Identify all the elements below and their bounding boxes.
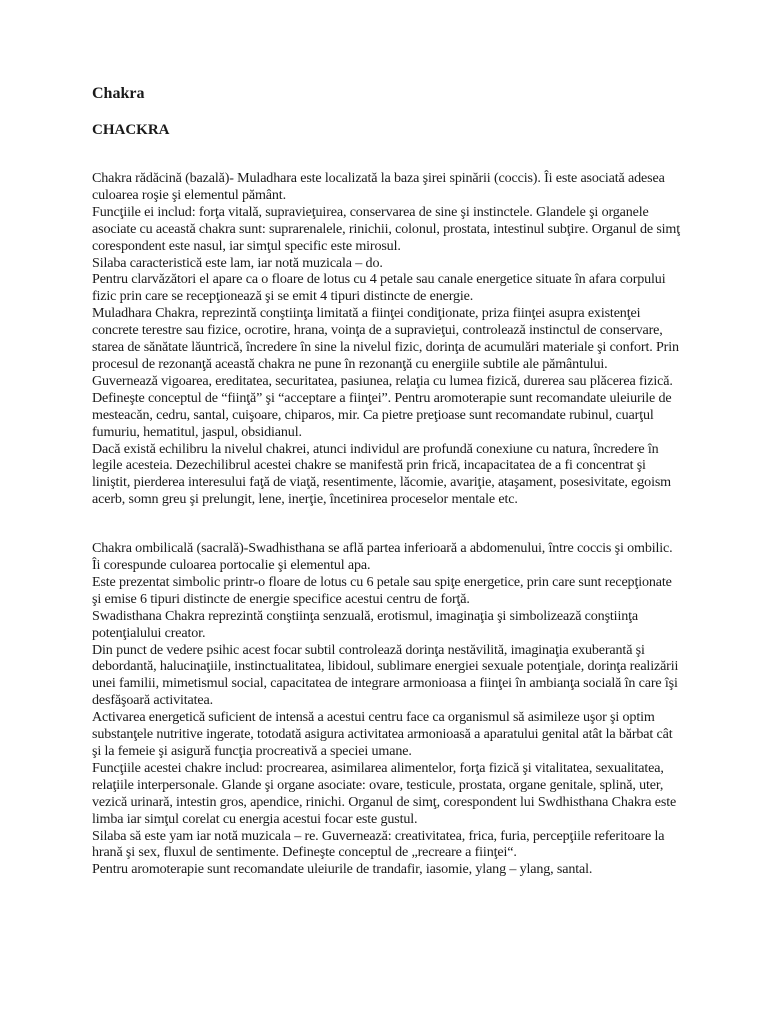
- paragraph: Funcţiile acestei chakre includ: procrearea, asimilarea alimentelor, forţa fizică şi vitalitatea, sexualitatea, relaţiile interpersonale. Glande şi organe asociate: ovare, testicule, prostata, organe genitale, splină, uter, vezică urinară, intestin gros, apendice, rinichi. Organul de simţ, corespondent lui Swdhisthana Chakra este limba iar simţul corelat cu energia acestui focar este gustul.: [92, 759, 677, 827]
- paragraph: Pentru clarvăzători el apare ca o floare de lotus cu 4 petale sau canale energetice situate în afara corpului fizic prin care se recepţionează şi se emit 4 tipuri distincte de energie.: [92, 271, 666, 305]
- paragraph: Muladhara Chakra, reprezintă conştiinţa limitată a fiinţei condiţionate, priza fiinţei asupra existenţei concrete terestre sau fizice, ocrotire, hrana, voinţa de a supravieţui, controlează instinctul de conservare, starea de sănătate lăuntrică, încredere în sine la nivelul fizic, dorinţa de acumulări materiale şi confort. Prin procesul de rezonanţă această chakra ne pune în rezonanţă cu energiile subtile ale pământului.: [92, 305, 679, 372]
- paragraph: Swadisthana Chakra reprezintă conştiinţa senzuală, erotismul, imaginaţia şi simbolizează conştiinţa potenţialului creator.: [92, 607, 638, 641]
- document-title: Chakra: [92, 85, 145, 102]
- paragraph: Este prezentat simbolic printr-o floare de lotus cu 6 petale sau spiţe energetice, prin care sunt recepţionate şi emise 6 tipuri distincte de energie specifice acestui centru de forţă.: [92, 573, 672, 607]
- paragraph: Chakra rădăcină (bazală)- Muladhara este localizată la baza şirei spinării (coccis). Îi este asociată adesea culoarea roşie şi elementul pământ.: [92, 170, 665, 203]
- paragraph: Pentru aromoterapie sunt recomandate uleiurile de trandafir, iasomie, ylang – ylang, santal.: [92, 861, 593, 878]
- paragraph: Guvernează vigoarea, ereditatea, securitatea, pasiunea, relaţia cu lumea fizică, durerea sau plăcerea fizică. Defineşte conceptul de “fiinţă” şi “acceptare a fiinţei”. Pentru aromoterapie sunt recomandate uleiurile de mesteacăn, cedru, santal, cuişoare, chiparos, mir. Ca pietre preţioase sunt recomandate rubinul, cuarţul fumuriu, hematitul, jaspul, obsidianul.: [92, 372, 673, 440]
- section-sacral-chakra: [92, 540, 682, 878]
- paragraph: Dacă există echilibru la nivelul chakrei, atunci individul are profundă conexiune cu natura, încredere în legile acesteia. Dezechilibrul acestei chakre se manifestă prin frică, incapacitatea de a fi concentrat şi liniştit, pierderea interesului faţă de viaţă, resentimente, lăcomie, avariţie, ataşament, posesivitate, egoism acerb, somn greu şi prelungit, lene, inerţie, încetinirea proceselor mentale etc.: [92, 440, 671, 508]
- paragraph: Silaba să este yam iar notă muzicala – re. Guvernează: creativitatea, frica, furia, percepţiile referitoare la hrană şi sex, fluxul de sentimente. Defineşte conceptul de „recreare a fiinţei“.: [92, 827, 665, 861]
- document-subtitle: CHACKRA: [92, 122, 170, 138]
- section-root-chakra: [92, 170, 682, 508]
- paragraph: Silaba caracteristică este lam, iar notă muzicala – do.: [92, 254, 383, 271]
- paragraph: Funcţiile ei includ: forţa vitală, supravieţuirea, conservarea de sine şi instinctele. Glandele şi organele asociate cu această chakra sunt: suprarenalele, rinichii, colonul, prostata, intestinul subţire. Organul de simţ corespondent este nasul, iar simţul specific este mirosul.: [92, 203, 680, 254]
- paragraph: Din punct de vedere psihic acest focar subtil controlează dorinţa nestăvilită, imaginaţia exuberantă şi debordantă, halucinaţiile, instinctualitatea, libidoul, sublimare energiei sexuale potenţiale, dorinţa realizării unei familii, mimetismul social, capacitatea de integrare armonioasa a fiinţei în ambianţa socială în care îşi desfăşoară activitatea.: [92, 641, 679, 709]
- paragraph: Activarea energetică suficient de intensă a acestui centru face ca organismul să asimileze uşor şi optim substanţele nutritive ingerate, totodată asigura activitatea armonioasă a aparatului genital atât la bărbat cât şi la femeie şi asigură funcţia procreativă a speciei umane.: [92, 709, 673, 759]
- paragraph: Chakra ombilicală (sacrală)-Swadhisthana se află partea inferioară a abdomenului, între coccis şi ombilic. Îi corespunde culoarea portocalie şi elementul apa.: [92, 540, 673, 574]
- document-page: [92, 84, 682, 878]
